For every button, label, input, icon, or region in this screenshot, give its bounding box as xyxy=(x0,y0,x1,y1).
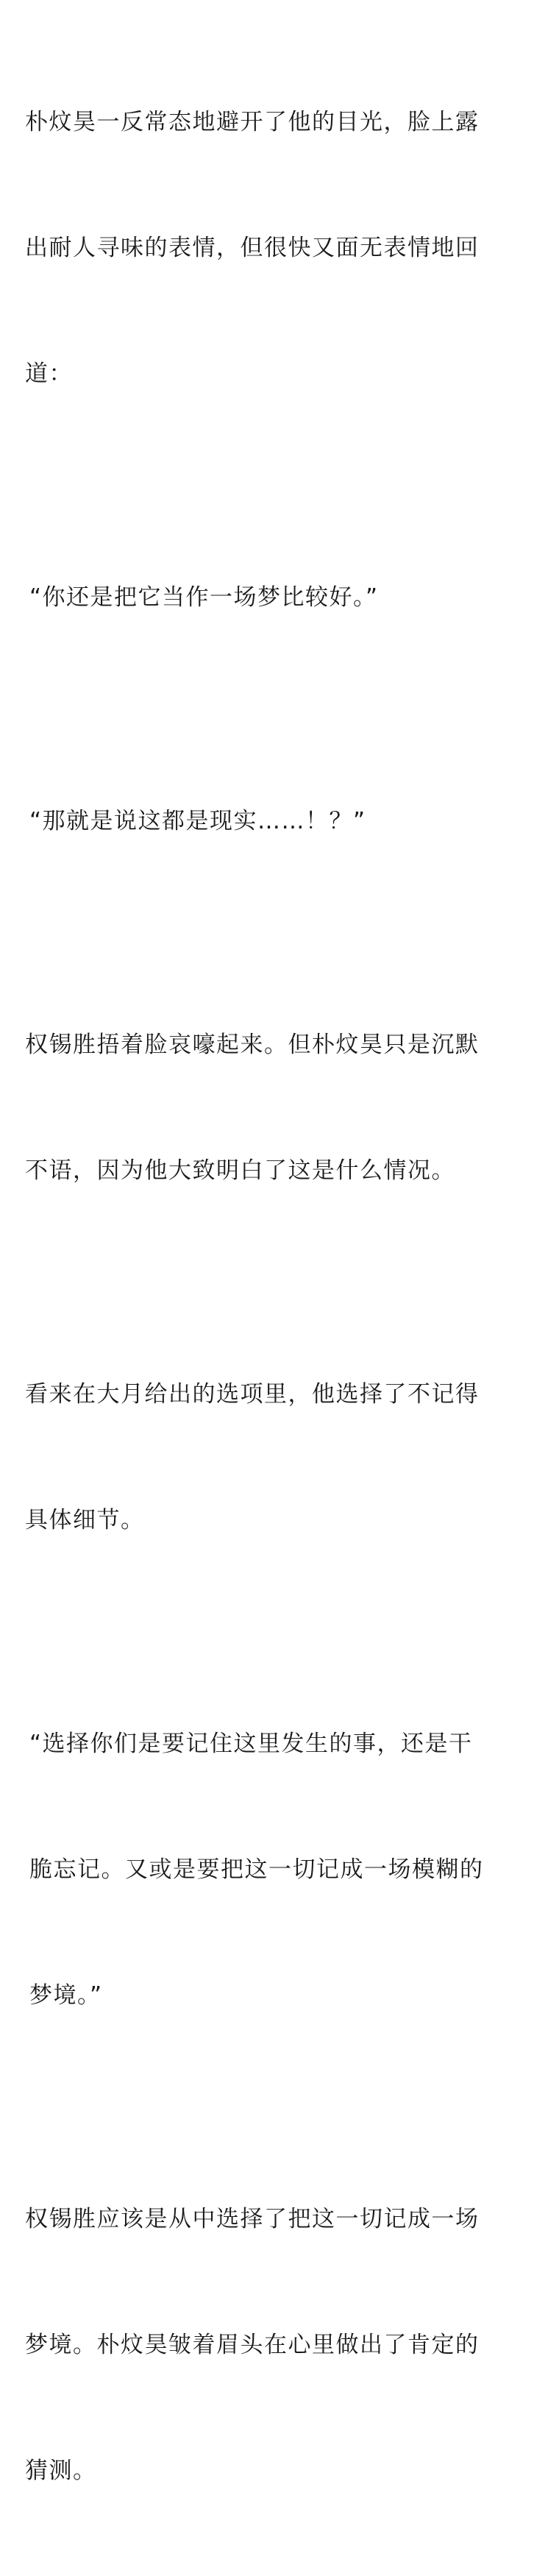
text-line: 脆忘记。又或是要把这一切记成一场模糊的 xyxy=(29,1856,484,1883)
text-line: 具体细节。 xyxy=(25,1507,145,1533)
paragraph-7 xyxy=(25,2115,533,2576)
text-line: 不语，因为他大致明白了这是什么情况。 xyxy=(25,1157,455,1184)
paragraph-1 xyxy=(25,18,533,479)
text-line: 道： xyxy=(25,361,73,387)
paragraph-6-dialogue xyxy=(29,1639,533,2101)
paragraph-2-dialogue xyxy=(29,493,533,703)
text-line: “你还是把它当作一场梦比较好。” xyxy=(29,584,379,611)
text-line: 梦境。” xyxy=(29,1982,103,2009)
text-line: 猜测。 xyxy=(25,2458,97,2484)
paragraph-4 xyxy=(25,940,533,1276)
text-line: “选择你们是要记住这里发生的事，还是干 xyxy=(29,1731,473,1757)
text-line: 出耐人寻味的表情，但很快又面无表情地回 xyxy=(25,235,480,261)
text-line: 权锡胜应该是从中选择了把这一切记成一场 xyxy=(25,2206,480,2232)
text-line: 朴炆昊一反常态地避开了他的目光，脸上露 xyxy=(25,109,480,135)
text-line: 看来在大月给出的选项里，他选择了不记得 xyxy=(25,1381,480,1408)
text-line: “那就是说这都是现实……！？” xyxy=(29,808,366,834)
text-line: 权锡胜捂着脸哀嚎起来。但朴炆昊只是沉默 xyxy=(25,1032,480,1058)
paragraph-5 xyxy=(25,1290,533,1625)
text-line: 梦境。朴炆昊皱着眉头在心里做出了肯定的 xyxy=(25,2332,480,2358)
paragraph-3-dialogue xyxy=(29,717,533,926)
